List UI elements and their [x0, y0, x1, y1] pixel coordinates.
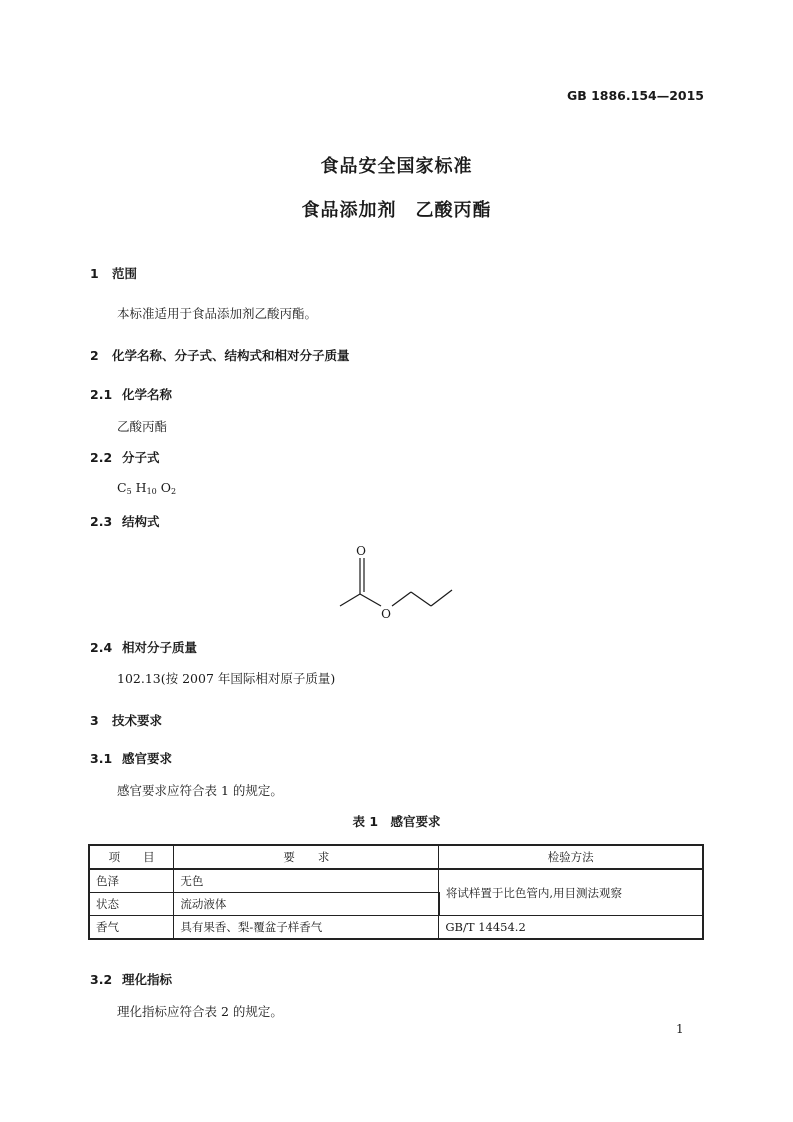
section-2-4-heading	[90, 638, 197, 656]
sub-title: 食品添加剂 乙酸丙酯	[301, 200, 492, 221]
molecular-formula	[117, 480, 176, 496]
table-header-cell: 要 求	[174, 845, 439, 869]
table-cell: 具有果香、梨-覆盆子样香气	[174, 916, 439, 940]
section-title: 感官要求	[122, 751, 173, 766]
section-title: 相对分子质量	[122, 640, 198, 655]
section-2-1-heading	[90, 385, 172, 403]
table-cell: 色泽	[89, 869, 174, 893]
structural-formula	[330, 540, 470, 622]
section-3-1-text: 感官要求应符合表 1 的规定。	[117, 783, 283, 798]
formula-subscript: 5	[126, 487, 132, 496]
section-number: 2.1	[90, 387, 113, 402]
section-3-2-heading	[90, 970, 172, 988]
section-number: 2.2	[90, 450, 113, 465]
table-cell: 无色	[174, 869, 439, 893]
section-title: 结构式	[122, 514, 160, 529]
oxygen-atom-label: O	[356, 544, 366, 558]
section-1-heading	[90, 264, 137, 282]
formula-element: H	[135, 480, 147, 495]
bond	[340, 594, 360, 606]
section-title: 化学名称、分子式、结构式和相对分子质量	[112, 348, 350, 363]
bond	[360, 594, 381, 606]
formula-subscript: 2	[170, 487, 177, 496]
main-title: 食品安全国家标准	[320, 156, 473, 177]
section-2-heading	[90, 346, 350, 364]
section-number: 3.2	[90, 972, 113, 987]
table-header-cell: 检验方法	[439, 845, 703, 869]
section-1-text: 本标准适用于食品添加剂乙酸丙酯。	[117, 306, 318, 321]
section-title: 化学名称	[122, 387, 173, 402]
bond	[431, 590, 452, 606]
section-number: 2.3	[90, 514, 113, 529]
table-cell: 流动液体	[174, 893, 439, 916]
table-cell: GB/T 14454.2	[439, 916, 703, 940]
table-header-row	[89, 845, 703, 869]
section-3-heading	[90, 711, 162, 729]
formula-element: O	[160, 480, 171, 495]
section-number: 2	[90, 348, 99, 363]
section-2-2-heading	[90, 448, 160, 466]
table-1-caption: 表 1 感官要求	[352, 814, 441, 829]
section-number: 2.4	[90, 640, 113, 655]
section-3-2-text: 理化指标应符合表 2 的规定。	[117, 1004, 283, 1019]
section-number: 3	[90, 713, 99, 728]
molecular-mass: 102.13(按 2007 年国际相对原子质量)	[117, 671, 336, 686]
oxygen-atom-label: O	[381, 607, 391, 621]
bond	[392, 592, 411, 606]
formula-element: C	[117, 480, 127, 495]
section-title: 技术要求	[112, 713, 163, 728]
table-row	[89, 916, 703, 940]
section-title: 范围	[112, 266, 138, 281]
table-cell: 香气	[89, 916, 174, 940]
bond	[411, 592, 431, 606]
section-3-1-heading	[90, 749, 172, 767]
table-cell: 将试样置于比色管内,用目测法观察	[439, 869, 703, 916]
section-title: 分子式	[122, 450, 160, 465]
section-number: 3.1	[90, 751, 113, 766]
section-2-3-heading	[90, 512, 160, 530]
section-title: 理化指标	[122, 972, 173, 987]
table-row	[89, 869, 703, 893]
table-cell: 状态	[89, 893, 174, 916]
chemical-name: 乙酸丙酯	[117, 419, 168, 434]
sensory-requirements-table	[88, 844, 704, 940]
table-header-cell: 项 目	[89, 845, 174, 869]
section-number: 1	[90, 266, 99, 281]
standard-code: GB 1886.154—2015	[566, 88, 704, 103]
formula-subscript: 10	[146, 487, 157, 496]
page-number: 1	[676, 1022, 684, 1036]
